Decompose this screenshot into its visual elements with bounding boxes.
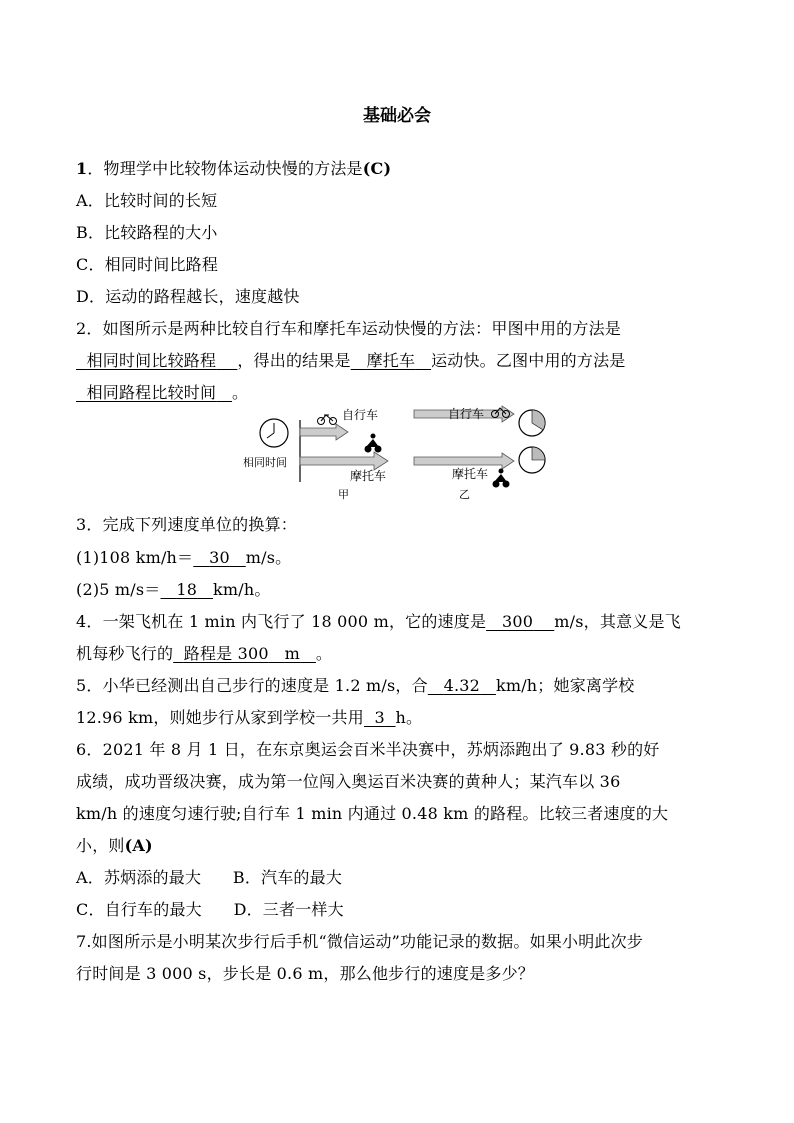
q7-line2: 行时间是 3 000 s，步长是 0.6 m，那么他步行的速度是多少？ [76,964,534,983]
yi-label: 乙 [459,488,470,500]
q1-option-c: C．相同时间比路程 [76,255,219,274]
q6-options-cd [76,897,344,920]
q6-line3: km/h 的速度匀速行驶;自行车 1 min 内通过 0.48 km 的路程。比较三者速度的大 [76,804,669,823]
clock-icon [260,419,288,447]
q6-option-d: D．三者一样大 [233,900,344,919]
q1-option-b: B．比较路程的大小 [76,223,218,242]
q2-blank2: 摩托车 [366,351,416,370]
bike-arrow-jia [300,424,348,440]
q6-line2: 成绩，成功晋级决赛，成为第一位闯入奥运百米决赛的黄种人；某汽车以 36 [76,772,621,791]
moto-label-yi: 摩托车 [452,467,489,481]
q2-figure [238,400,558,500]
q1-option-d: D．运动的路程越长，速度越快 [76,287,300,306]
q3-blank1: 30 [209,548,230,567]
q6-line4: 小，则(A) [76,836,153,855]
q6-options-ab [76,865,342,888]
clock-icon-bike [519,410,545,436]
moto-label-jia: 摩托车 [350,469,387,483]
q6-option-b: B．汽车的最大 [232,868,343,887]
q1-stem: 1．物理学中比较物体运动快慢的方法是(C) [76,159,392,178]
q2-line3: 相同路程比较时间 。 [76,380,248,403]
q4-blank1: 300 [502,612,534,631]
q5-line2: 12.96 km，则她步行从家到学校一共用 3 h。 [76,708,423,727]
bike-label-jia: 自行车 [342,408,379,422]
q4-blank2: 路程是 300 m [183,644,301,663]
bicycle-icon [318,415,337,425]
q3-part2: (2)5 m/s＝ 18 km/h。 [76,580,271,599]
moto-arrow-jia [300,452,388,470]
q5-blank1: 4.32 [443,676,481,695]
q5-blank2: 3 [374,708,385,727]
q2-line1: 2．如图所示是两种比较自行车和摩托车运动快慢的方法：甲图中用的方法是 [76,319,621,338]
motorcycle-icon [365,434,382,453]
bike-label-yi: 自行车 [448,407,485,421]
q6-option-c: C．自行车的最大 [76,900,202,919]
q4-line2: 机每秒飞行的 路程是 300 m 。 [76,644,333,663]
q2-blank3: 相同路程比较时间 [86,383,217,402]
q4-line1: 4．一架飞机在 1 min 内飞行了 18 000 m，它的速度是 300 m/s，其意义是飞 [76,612,681,631]
q3-part1: (1)108 km/h＝ 30 m/s。 [76,548,292,567]
q6-line1: 6．2021 年 8 月 1 日，在东京奥运会百米半决赛中，苏炳添跑出了 9.83 秒的好 [76,740,660,759]
q2-line2: 相同时间比较路程 ，得出的结果是 摩托车 运动快。乙图中用的方法是 [76,348,625,371]
q1-option-a: A．比较时间的长短 [76,191,218,210]
motorcycle-icon-yi [493,469,510,488]
q3-stem: 3．完成下列速度单位的换算： [76,515,297,534]
page-title: 基础必会 [363,106,431,126]
q2-blank1: 相同时间比较路程 [86,351,217,370]
q5-line1: 5．小华已经测出自己步行的速度是 1.2 m/s，合 4.32 km/h；她家离学校 [76,676,635,695]
q6-option-a: A．苏炳添的最大 [76,868,202,887]
q7-line1: 7.如图所示是小明某次步行后手机“微信运动”功能记录的数据。如果小明此次步 [76,932,644,951]
jia-label: 甲 [338,488,349,500]
same-time-label: 相同时间 [243,456,287,469]
clock-icon-moto [519,447,545,473]
q3-blank2: 18 [176,580,198,599]
